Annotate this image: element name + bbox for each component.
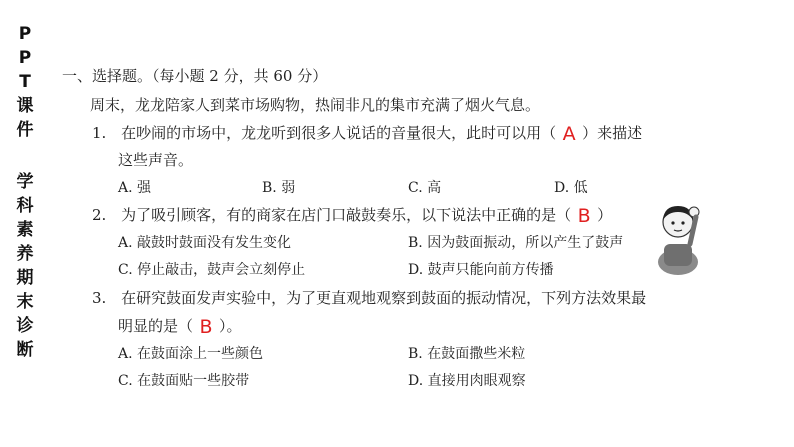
thinking-boy-icon	[650, 200, 706, 276]
option-d: D. 直接用肉眼观察	[408, 373, 526, 389]
question-text: 明显的是（	[118, 317, 194, 335]
figure-eye	[671, 221, 674, 224]
option-a: A. 敲鼓时鼓面没有发生变化	[118, 235, 292, 251]
side-char: 件	[16, 120, 34, 140]
side-char: P	[18, 48, 32, 68]
question-number: 3.	[92, 289, 107, 307]
answer-mark: A	[562, 123, 576, 145]
side-char: 学	[16, 172, 34, 192]
option-c: C. 高	[408, 180, 442, 196]
side-char: 科	[16, 196, 34, 216]
section-title: 一、选择题。（每小题 2 分，共 60 分）	[62, 67, 328, 85]
side-char: 养	[16, 244, 34, 264]
side-char: 末	[16, 292, 34, 312]
question-number: 1.	[92, 124, 107, 142]
option-d: D. 低	[554, 180, 588, 196]
question-3-line2	[118, 316, 242, 337]
option-a: A. 强	[118, 180, 152, 196]
answer-mark: B	[577, 205, 591, 227]
option-b: B. 弱	[262, 180, 296, 196]
option-b: B. 在鼓面撒些米粒	[408, 346, 526, 362]
side-char: P	[18, 24, 32, 44]
side-char: 课	[16, 96, 34, 116]
side-char: 期	[16, 268, 34, 288]
question-number: 2.	[92, 206, 107, 224]
option-d: D. 鼓声只能向前方传播	[408, 262, 554, 278]
answer-mark: B	[199, 316, 213, 338]
side-char: 素	[16, 220, 34, 240]
side-char: 断	[16, 340, 34, 360]
question-text: 在吵闹的市场中，龙龙听到很多人说话的音量很大，此时可以用（	[121, 124, 557, 142]
option-c: C. 停止敲击，鼓声会立刻停止	[118, 262, 306, 278]
intro-text: 周末，龙龙陪家人到菜市场购物，热闹非凡的集市充满了烟火气息。	[90, 96, 541, 114]
figure-torso	[664, 244, 692, 266]
question-text-end: ）。	[219, 317, 242, 335]
option-b: B. 因为鼓面振动，所以产生了鼓声	[408, 235, 624, 251]
option-a: A. 在鼓面涂上一些颜色	[118, 346, 264, 362]
question-text-end: ）来描述	[582, 124, 643, 142]
question-2	[92, 205, 612, 226]
question-text-end: ）	[597, 206, 613, 224]
question-1-line2: 这些声音。	[118, 151, 194, 169]
question-text: 在研究鼓面发声实验中，为了更直观地观察到鼓面的振动情况，下列方法效果最	[121, 289, 647, 307]
side-title	[12, 22, 38, 362]
question-3	[92, 288, 646, 308]
question-1	[92, 123, 642, 144]
figure-eye	[681, 221, 684, 224]
question-text: 为了吸引顾客，有的商家在店门口敲鼓奏乐，以下说法中正确的是（	[121, 206, 572, 224]
side-char: 诊	[16, 316, 34, 336]
side-char: T	[19, 72, 31, 92]
option-c: C. 在鼓面贴一些胶带	[118, 373, 250, 389]
